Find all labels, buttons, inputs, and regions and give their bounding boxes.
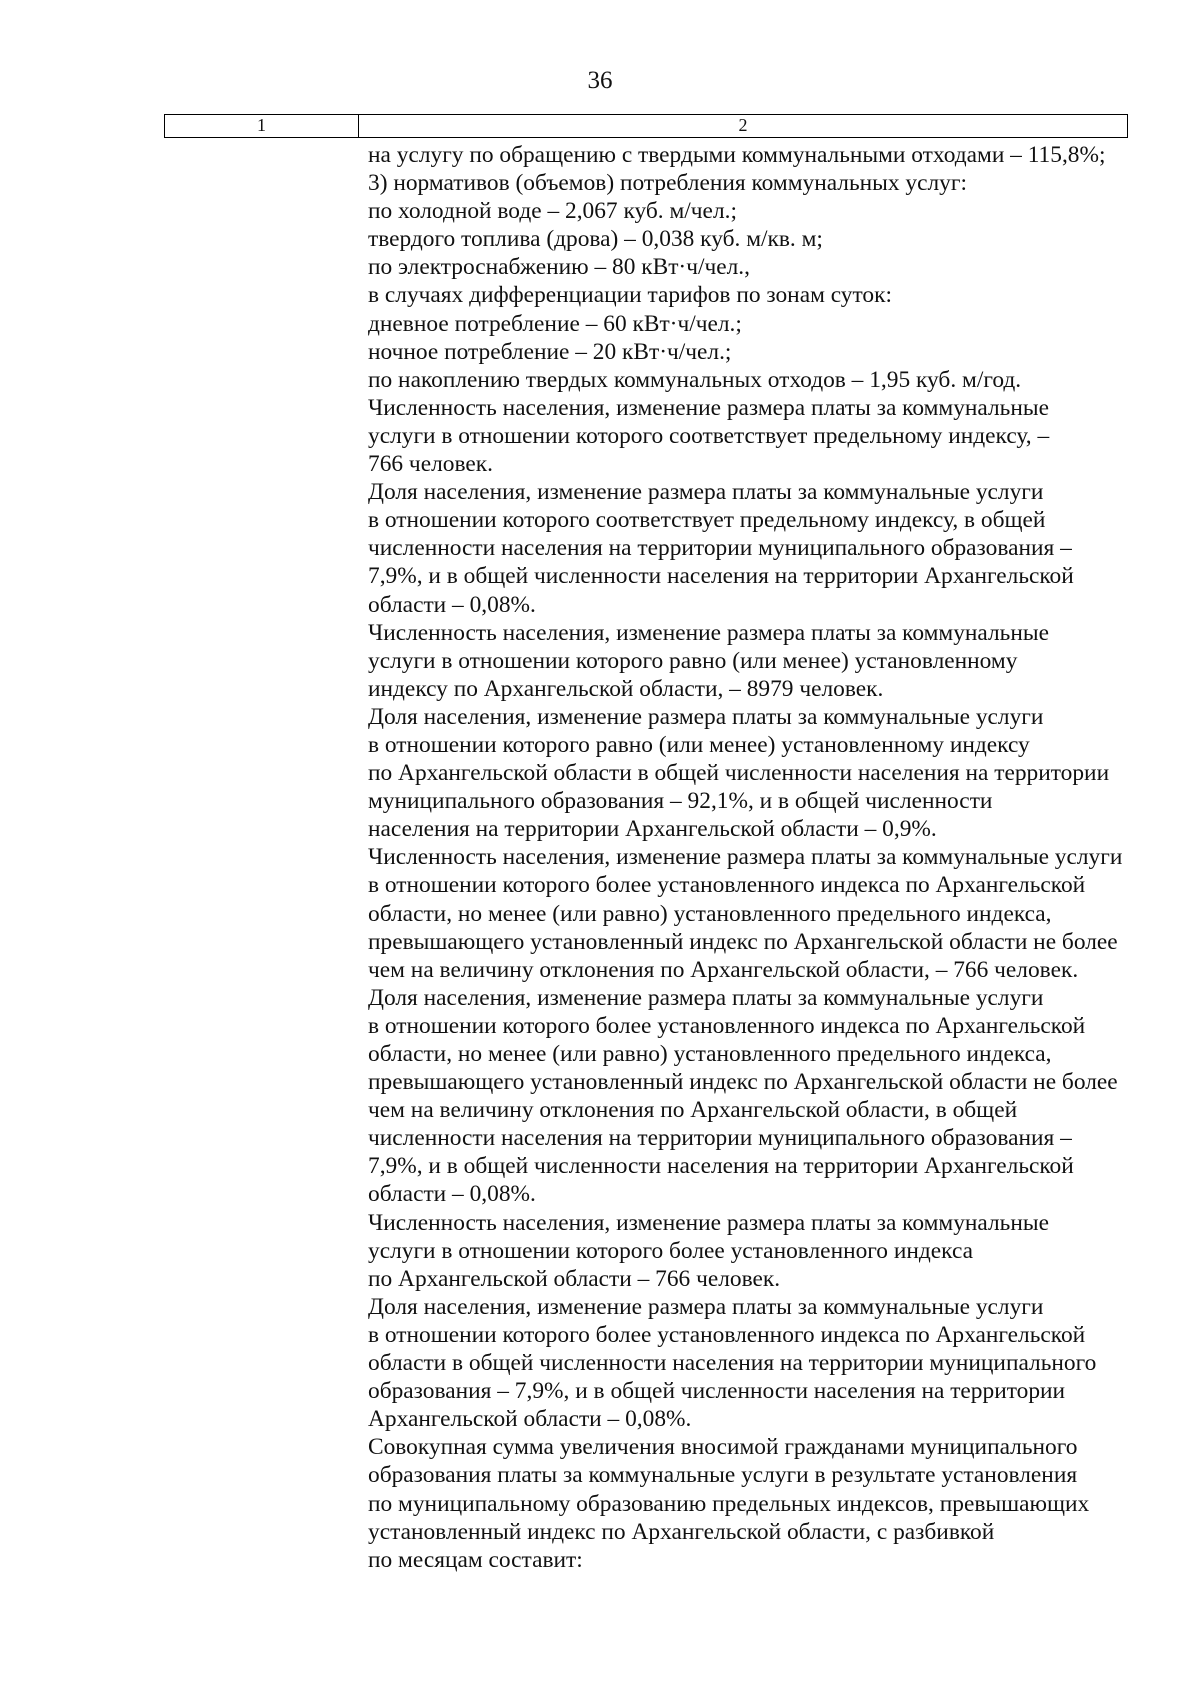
text-line: услуги в отношении которого соответствует предельному индексу, – <box>368 422 1050 449</box>
text-line: по электроснабжению – 80 кВт·ч/чел., <box>368 254 750 281</box>
text-line: области – 0,08%. <box>368 591 536 618</box>
text-line: чем на величину отклонения по Архангельской области, – 766 человек. <box>368 956 1079 983</box>
text-line: в отношении которого более установленного индекса по Архангельской <box>368 1321 1086 1348</box>
text-line: Численность населения, изменение размера платы за коммунальные <box>368 1209 1049 1236</box>
table-header-col-2: 2 <box>738 115 748 135</box>
text-line: Совокупная сумма увеличения вносимой гражданами муниципального <box>368 1434 1078 1461</box>
text-line: Архангельской области – 0,08%. <box>368 1406 692 1433</box>
text-line: численности населения на территории муниципального образования – <box>368 535 1072 562</box>
page-number: 36 <box>587 67 613 94</box>
text-line: Численность населения, изменение размера платы за коммунальные услуги <box>368 844 1123 871</box>
text-line: в случаях дифференциации тарифов по зонам суток: <box>368 282 892 309</box>
text-line: Численность населения, изменение размера платы за коммунальные <box>368 394 1049 421</box>
text-line: по Архангельской области – 766 человек. <box>368 1265 781 1292</box>
text-line: в отношении которого более установленного индекса по Архангельской <box>368 872 1086 899</box>
text-line: Доля населения, изменение размера платы за коммунальные услуги <box>368 703 1044 730</box>
text-line: населения на территории Архангельской области – 0,9%. <box>368 816 937 843</box>
text-line: 7,9%, и в общей численности населения на территории Архангельской <box>368 563 1074 590</box>
text-line: 7,9%, и в общей численности населения на территории Архангельской <box>368 1153 1074 1180</box>
table-cell-col-2-text <box>368 141 1128 1574</box>
text-line: по Архангельской области в общей численности населения на территории <box>368 760 1110 787</box>
text-line: муниципального образования – 92,1%, и в общей численности <box>368 788 993 815</box>
text-line: на услугу по обращению с твердыми коммунальными отходами – 115,8%; <box>368 142 1106 168</box>
text-line: дневное потребление – 60 кВт·ч/чел.; <box>368 310 742 337</box>
text-line: по муниципальному образованию предельных индексов, превышающих <box>368 1490 1090 1517</box>
text-line: в отношении которого соответствует предельному индексу, в общей <box>368 507 1046 534</box>
text-line: 766 человек. <box>368 451 493 478</box>
text-line: ночное потребление – 20 кВт·ч/чел.; <box>368 338 732 365</box>
text-line: 3) нормативов (объемов) потребления коммунальных услуг: <box>368 170 967 197</box>
text-line: услуги в отношении которого равно (или менее) установленному <box>368 647 1018 674</box>
text-line: индексу по Архангельской области, – 8979 человек. <box>368 675 884 702</box>
text-line: области в общей численности населения на территории муниципального <box>368 1350 1097 1377</box>
text-line: услуги в отношении которого более установленного индекса <box>368 1237 974 1264</box>
text-line: в отношении которого более установленного индекса по Архангельской <box>368 1012 1086 1039</box>
text-line: численности населения на территории муниципального образования – <box>368 1125 1072 1152</box>
text-line: превышающего установленный индекс по Архангельской области не более <box>368 928 1118 955</box>
text-line: в отношении которого равно (или менее) установленному индексу <box>368 731 1030 758</box>
text-line: по накоплению твердых коммунальных отходов – 1,95 куб. м/год. <box>368 366 1022 393</box>
text-line: Доля населения, изменение размера платы за коммунальные услуги <box>368 984 1044 1011</box>
table-header-col-1: 1 <box>165 115 359 137</box>
text-line: Доля населения, изменение размера платы за коммунальные услуги <box>368 1293 1044 1320</box>
text-line: Численность населения, изменение размера платы за коммунальные <box>368 619 1049 646</box>
text-line: чем на величину отклонения по Архангельской области, в общей <box>368 1097 1018 1124</box>
text-line: области, но менее (или равно) установленного предельного индекса, <box>368 900 1052 927</box>
text-line: превышающего установленный индекс по Архангельской области не более <box>368 1069 1118 1096</box>
text-line: установленный индекс по Архангельской области, с разбивкой <box>368 1518 995 1545</box>
text-line: твердого топлива (дрова) – 0,038 куб. м/кв. м; <box>368 226 823 253</box>
text-line: по месяцам составит: <box>368 1546 583 1573</box>
table-header-row <box>164 114 1128 138</box>
text-line: Доля населения, изменение размера платы за коммунальные услуги <box>368 479 1044 506</box>
text-line: образования – 7,9%, и в общей численности населения на территории <box>368 1378 1066 1405</box>
text-line: образования платы за коммунальные услуги в результате установления <box>368 1462 1078 1489</box>
text-line: области – 0,08%. <box>368 1181 536 1208</box>
text-line: по холодной воде – 2,067 куб. м/чел.; <box>368 198 737 225</box>
text-line: области, но менее (или равно) установленного предельного индекса, <box>368 1041 1052 1067</box>
